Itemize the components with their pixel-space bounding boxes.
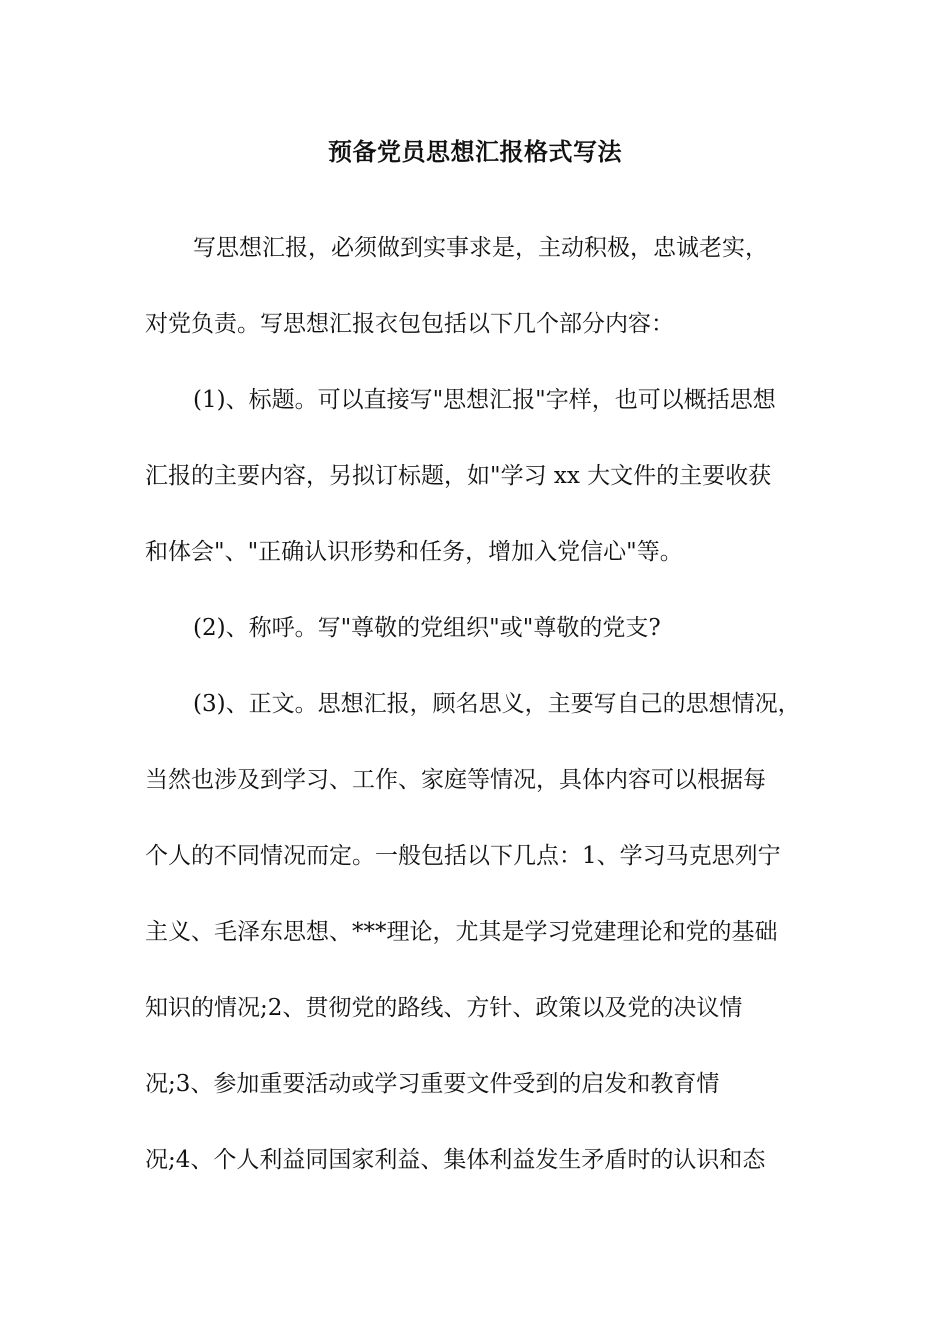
paragraph-4-line-3: 个人的不同情况而定。一般包括以下几点：1、学习马克思列宁 — [145, 843, 781, 869]
paragraph-1-line-1: 写思想汇报，必须做到实事求是，主动积极，忠诚老实， — [193, 235, 768, 261]
paragraph-4-line-2: 当然也涉及到学习、工作、家庭等情况，具体内容可以根据每 — [145, 767, 766, 793]
paragraph-4-line-4: 主义、毛泽东思想、***理论，尤其是学习党建理论和党的基础 — [145, 919, 778, 945]
paragraph-3-line-1: (2)、称呼。写"尊敬的党组织"或"尊敬的党支? — [193, 615, 661, 641]
paragraph-4-line-1: (3)、正文。思想汇报，顾名思义，主要写自己的思想情况， — [193, 691, 801, 717]
paragraph-4-line-7: 况;4、个人利益同国家利益、集体利益发生矛盾时的认识和态 — [145, 1147, 766, 1173]
paragraph-1-line-2: 对党负责。写思想汇报衣包包括以下几个部分内容： — [145, 311, 674, 337]
paragraph-2-line-3: 和体会"、"正确认识形势和任务，增加入党信心"等。 — [145, 539, 683, 565]
paragraph-4-line-6: 况;3、参加重要活动或学习重要文件受到的启发和教育情 — [145, 1071, 720, 1097]
document-title: 预备党员思想汇报格式写法 — [328, 137, 622, 166]
paragraph-2-line-1: (1)、标题。可以直接写"思想汇报"字样，也可以概括思想 — [193, 387, 776, 413]
paragraph-4-line-5: 知识的情况;2、贯彻党的路线、方针、政策以及党的决议情 — [145, 995, 743, 1021]
paragraph-2-line-2: 汇报的主要内容，另拟订标题，如"学习 xx 大文件的主要收获 — [145, 463, 772, 489]
